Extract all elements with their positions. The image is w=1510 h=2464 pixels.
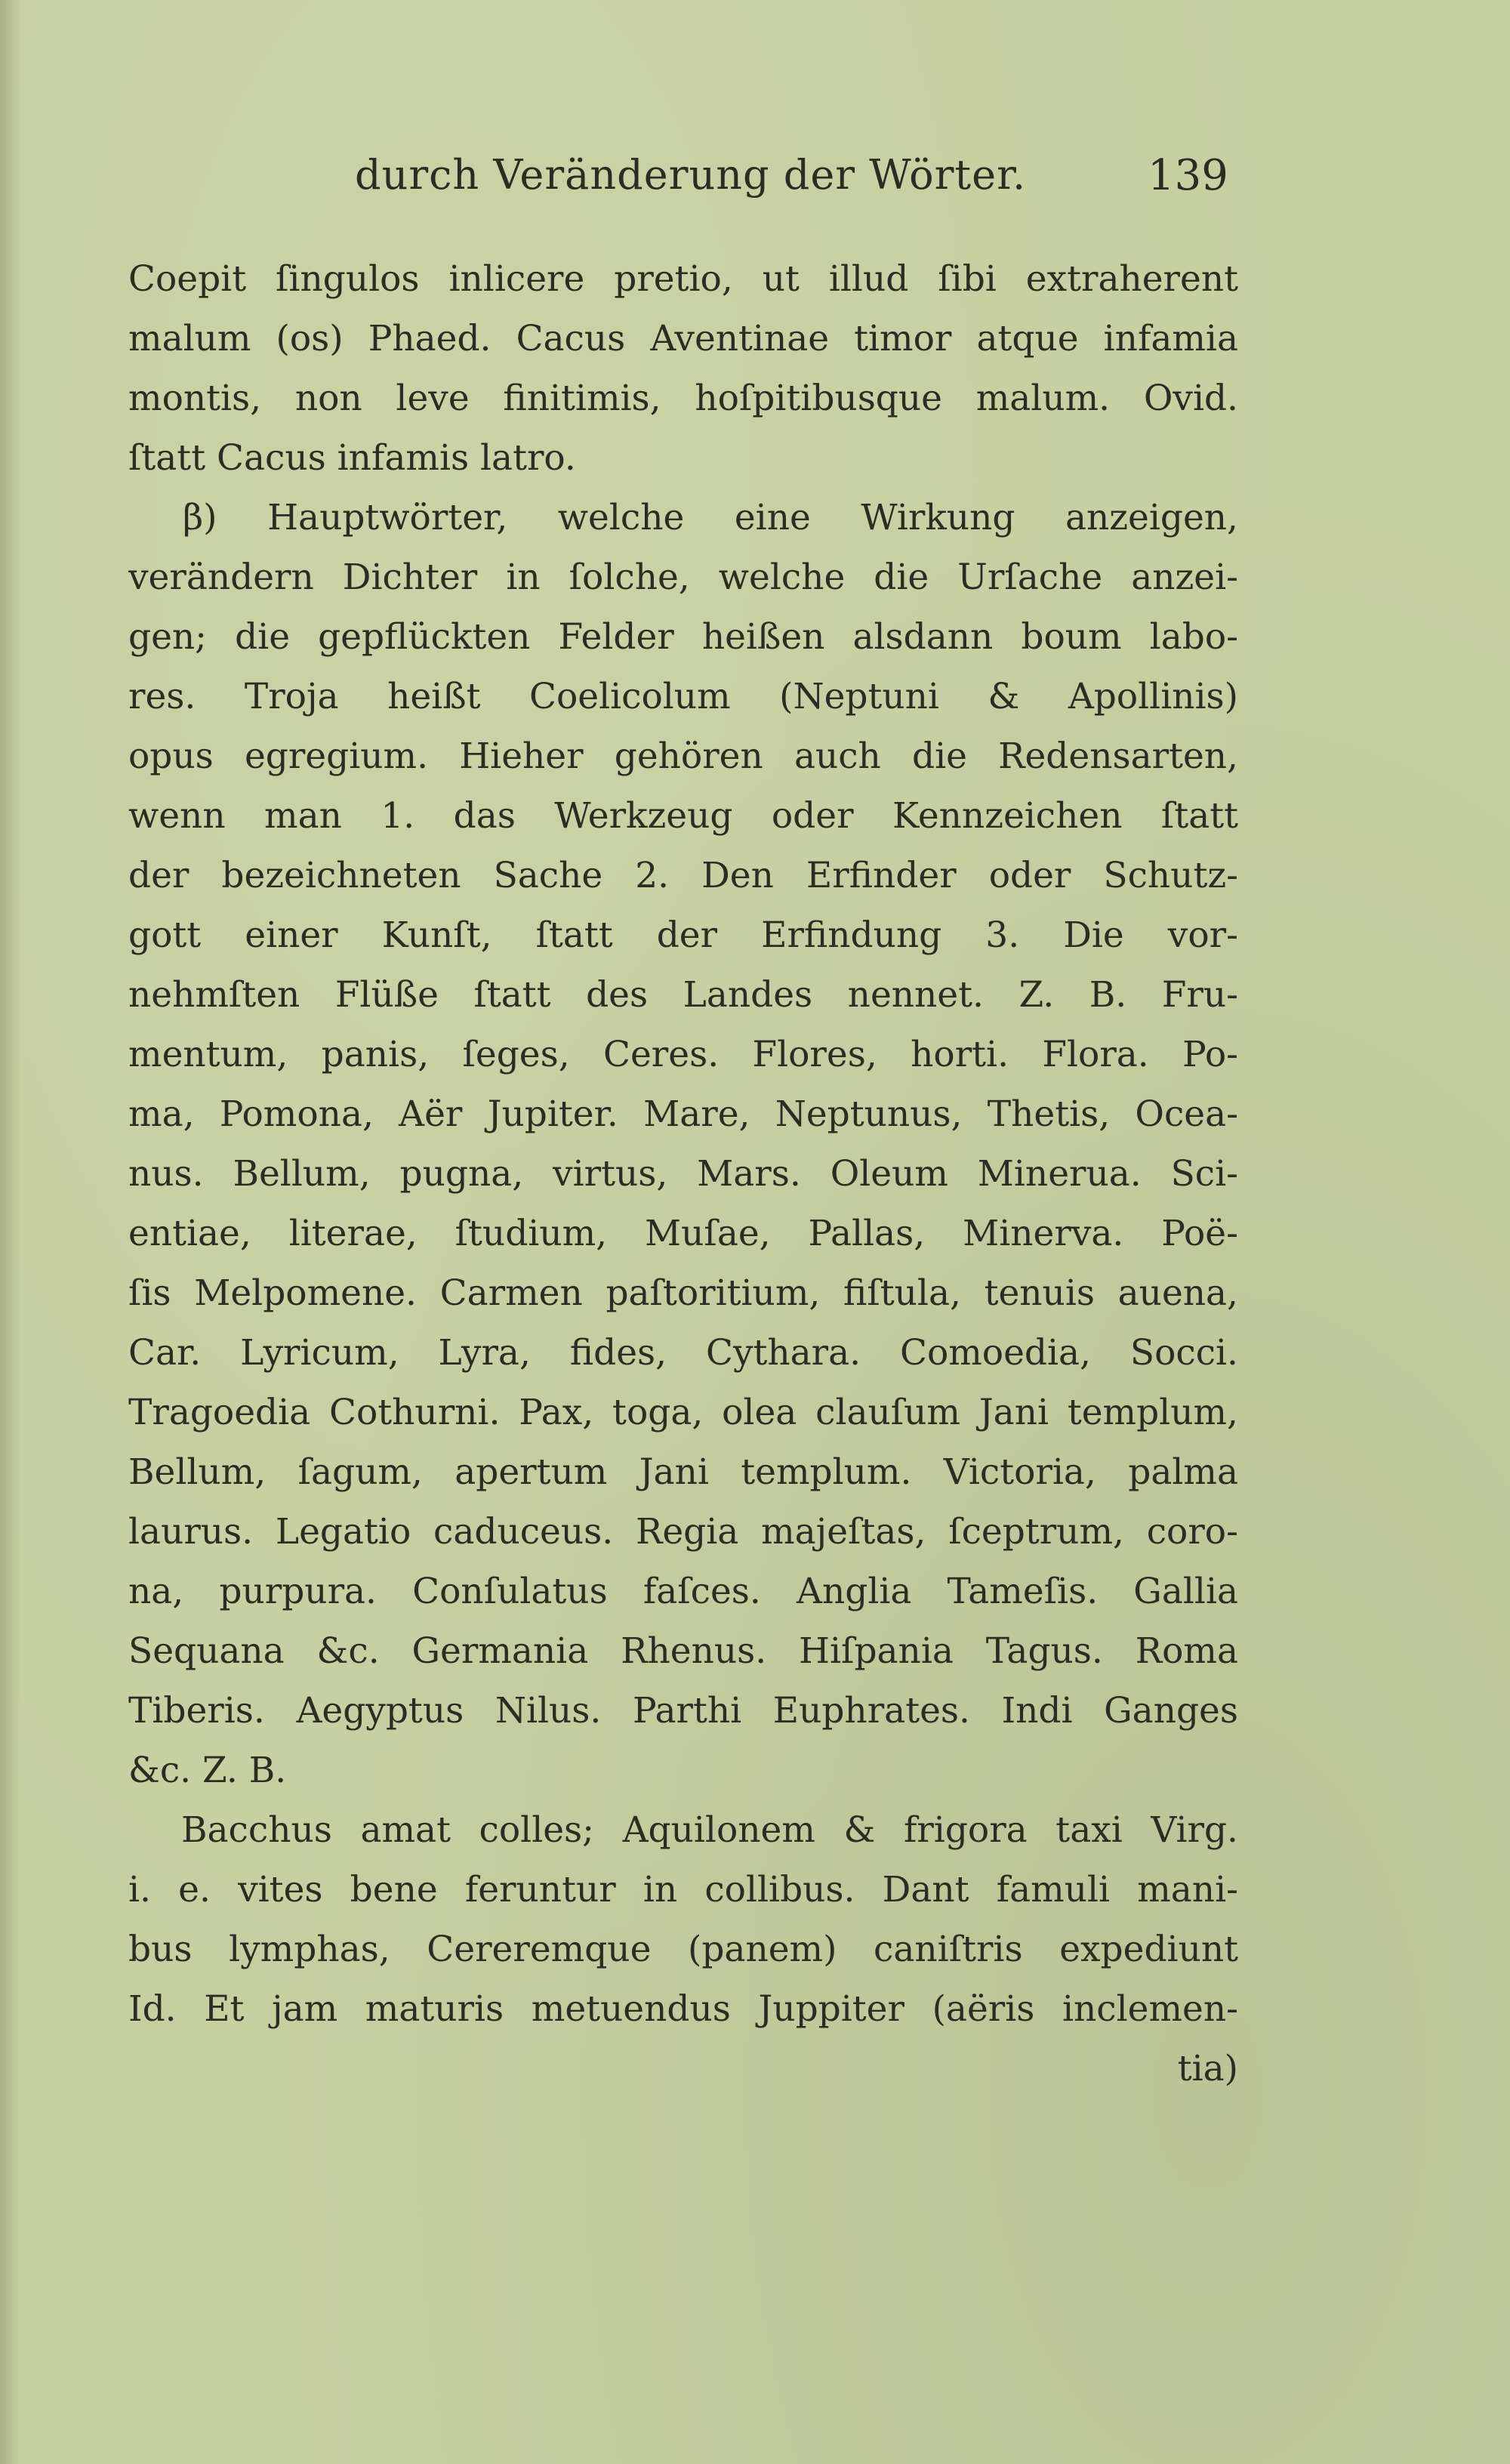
text-line: nehmſten Flüße ſtatt des Landes nennet. Z. B. Fru- xyxy=(128,974,1238,1016)
text-line: res. Troja heißt Coelicolum (Neptuni & Apollinis) xyxy=(128,676,1238,717)
text-line: gott einer Kunſt, ſtatt der Erfindung 3. Die vor- xyxy=(128,914,1238,956)
text-line: i. e. vites bene feruntur in collibus. Dant famuli mani- xyxy=(128,1869,1238,1910)
page-number: 139 xyxy=(1148,151,1228,200)
running-head: durch Veränderung der Wörter. xyxy=(355,151,1027,199)
body-text xyxy=(128,249,1238,2099)
text-line: Car. Lyricum, Lyra, fides, Cythara. Comoedia, Socci. xyxy=(128,1332,1238,1374)
text-line: β) Hauptwörter, welche eine Wirkung anzeigen, xyxy=(183,497,1238,538)
text-line: entiae, literae, ſtudium, Muſae, Pallas, Minerva. Poë- xyxy=(128,1213,1238,1254)
text-line: der bezeichneten Sache 2. Den Erfinder oder Schutz- xyxy=(128,855,1238,896)
text-line: na, purpura. Conſulatus faſces. Anglia Tameſis. Gallia xyxy=(128,1571,1238,1612)
text-line: gen; die gepflückten Felder heißen alsdann boum labo- xyxy=(128,616,1238,658)
text-line: nus. Bellum, pugna, virtus, Mars. Oleum Minerua. Sci- xyxy=(128,1153,1238,1195)
text-line: bus lymphas, Cereremque (panem) caniſtris expediunt xyxy=(128,1929,1238,1970)
text-line: ſtatt Cacus infamis latro. xyxy=(128,437,576,479)
text-line: Sequana &c. Germania Rhenus. Hiſpania Tagus. Roma xyxy=(128,1630,1238,1672)
text-line: Coepit ſingulos inlicere pretio, ut illud ſibi extraherent xyxy=(128,258,1238,300)
text-line: &c. Z. B. xyxy=(128,1750,287,1791)
text-line: Id. Et jam maturis metuendus Juppiter (aëris inclemen- xyxy=(128,1988,1238,2030)
text-line: montis, non leve finitimis, hoſpitibusque malum. Ovid. xyxy=(128,378,1238,419)
text-line: Tiberis. Aegyptus Nilus. Parthi Euphrates. Indi Ganges xyxy=(128,1690,1238,1732)
text-line: ſis Melpomene. Carmen paſtoritium, fiſtula, tenuis auena, xyxy=(128,1272,1238,1314)
page-edge xyxy=(0,0,20,2464)
text-line: mentum, panis, ſeges, Ceres. Flores, horti. Flora. Po- xyxy=(128,1034,1238,1075)
text-line: Bellum, ſagum, apertum Jani templum. Victoria, palma xyxy=(128,1451,1238,1493)
text-line: opus egregium. Hieher gehören auch die Redensarten, xyxy=(128,735,1238,777)
text-line: tia) xyxy=(1177,2048,1238,2089)
text-line: ma, Pomona, Aër Jupiter. Mare, Neptunus, Thetis, Ocea- xyxy=(128,1093,1238,1135)
text-line: laurus. Legatio caduceus. Regia majeſtas, ſceptrum, coro- xyxy=(128,1511,1238,1553)
text-line: malum (os) Phaed. Cacus Aventinae timor atque infamia xyxy=(128,318,1238,359)
page-header xyxy=(0,151,1510,211)
text-line: Tragoedia Cothurni. Pax, toga, olea clauſum Jani templum, xyxy=(128,1392,1238,1433)
text-line: wenn man 1. das Werkzeug oder Kennzeichen ſtatt xyxy=(128,795,1238,837)
text-line: Bacchus amat colles; Aquilonem & frigora taxi Virg. xyxy=(181,1809,1238,1851)
text-line: verändern Dichter in ſolche, welche die Urſache anzei- xyxy=(128,557,1238,598)
